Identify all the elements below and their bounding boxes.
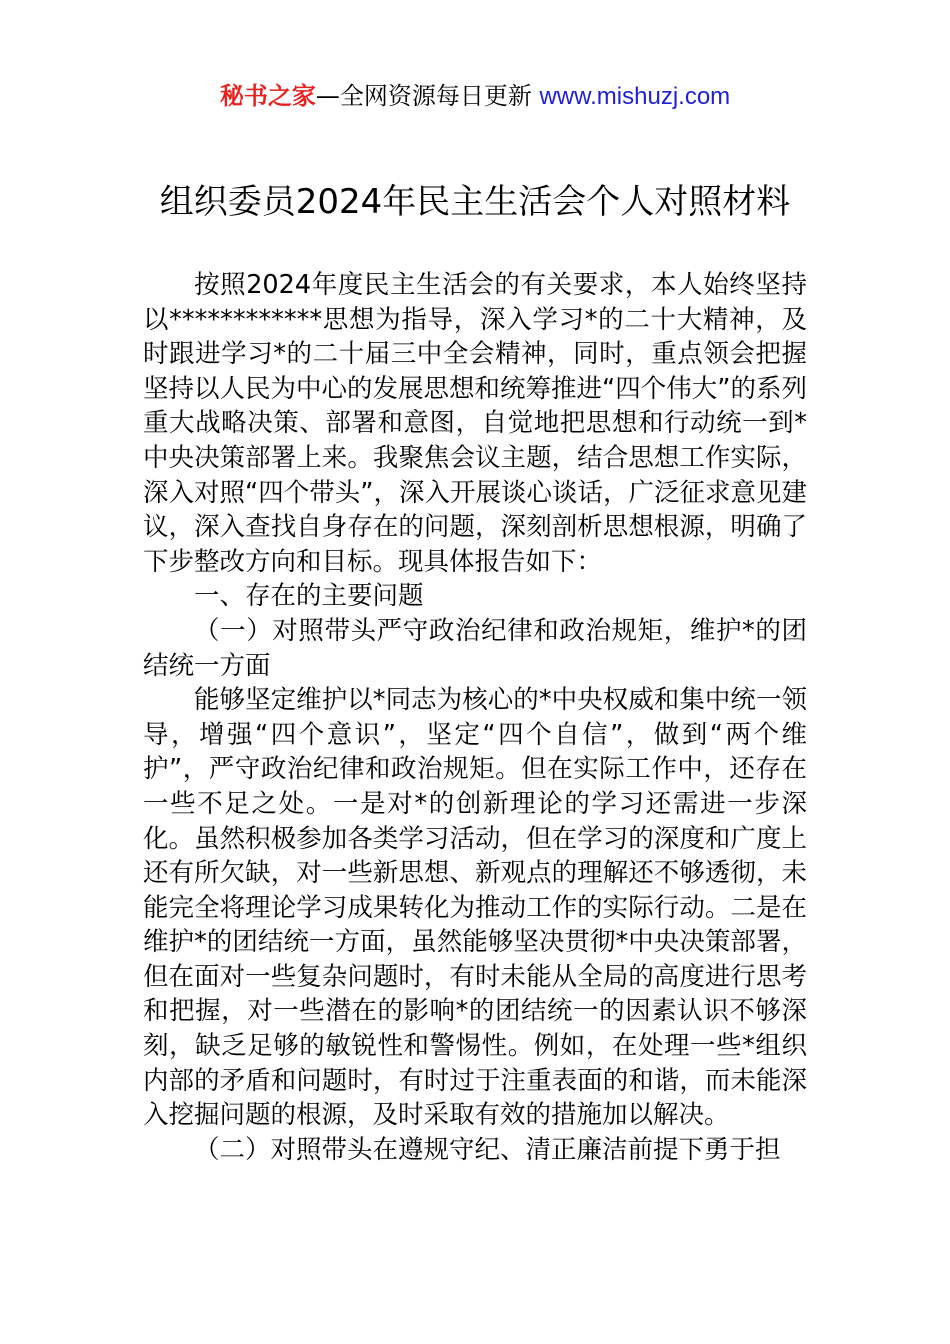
site-header (0, 78, 950, 115)
body-paragraph-1: 能够坚定维护以*同志为核心的*中央权威和集中统一领导，增强“四个意识”，坚定“四个自信”，做到“两个维护”，严守政治纪律和政治规矩。但在实际工作中，还存在一些不足之处。一是对*的创新理论的学习还需进一步深化。虽然积极参加各类学习活动，但在学习的深度和广度上还有所欠缺，对一些新思想、新观点的理解还不够透彻，未能完全将理论学习成果转化为推动工作的实际行动。二是在维护*的团结统一方面，虽然能够坚决贯彻*中央决策部署，但在面对一些复杂问题时，有时未能从全局的高度进行思考和把握，对一些潜在的影响*的团结统一的因素认识不够深刻，缺乏足够的敏锐性和警惕性。例如，在处理一些*组织内部的矛盾和问题时，有时过于注重表面的和谐，而未能深入挖掘问题的根源，及时采取有效的措施加以解决。 (143, 685, 807, 1131)
subsection-heading-1: （一）对照带头严守政治纪律和政治规矩，维护*的团结统一方面 (143, 615, 807, 681)
document-body (143, 268, 807, 1167)
header-tagline: —全网资源每日更新 (315, 82, 532, 110)
site-url-link[interactable]: www.mishuzj.com (539, 83, 731, 110)
subsection-heading-2: （二）对照带头在遵规守纪、清正廉洁前提下勇于担 (194, 1134, 781, 1165)
brand-name: 秘书之家 (219, 82, 316, 110)
section-heading-problems: 一、存在的主要问题 (194, 581, 424, 612)
document-title: 组织委员2024年民主生活会个人对照材料 (159, 182, 791, 222)
intro-paragraph: 按照2024年度民主生活会的有关要求，本人始终坚持以************思想为指导，深入学习*的二十大精神，及时跟进学习*的二十届三中全会精神，同时，重点领会把握坚持以人民为中心的发展思想和统筹推进“四个伟大”的系列重大战略决策、部署和意图，自觉地把思想和行动统一到*中央决策部署上来。我聚焦会议主题，结合思想工作实际，深入对照“四个带头”，深入开展谈心谈话，广泛征求意见建议，深入查找自身存在的问题，深刻剖析思想根源，明确了下步整改方向和目标。现具体报告如下： (143, 270, 807, 577)
